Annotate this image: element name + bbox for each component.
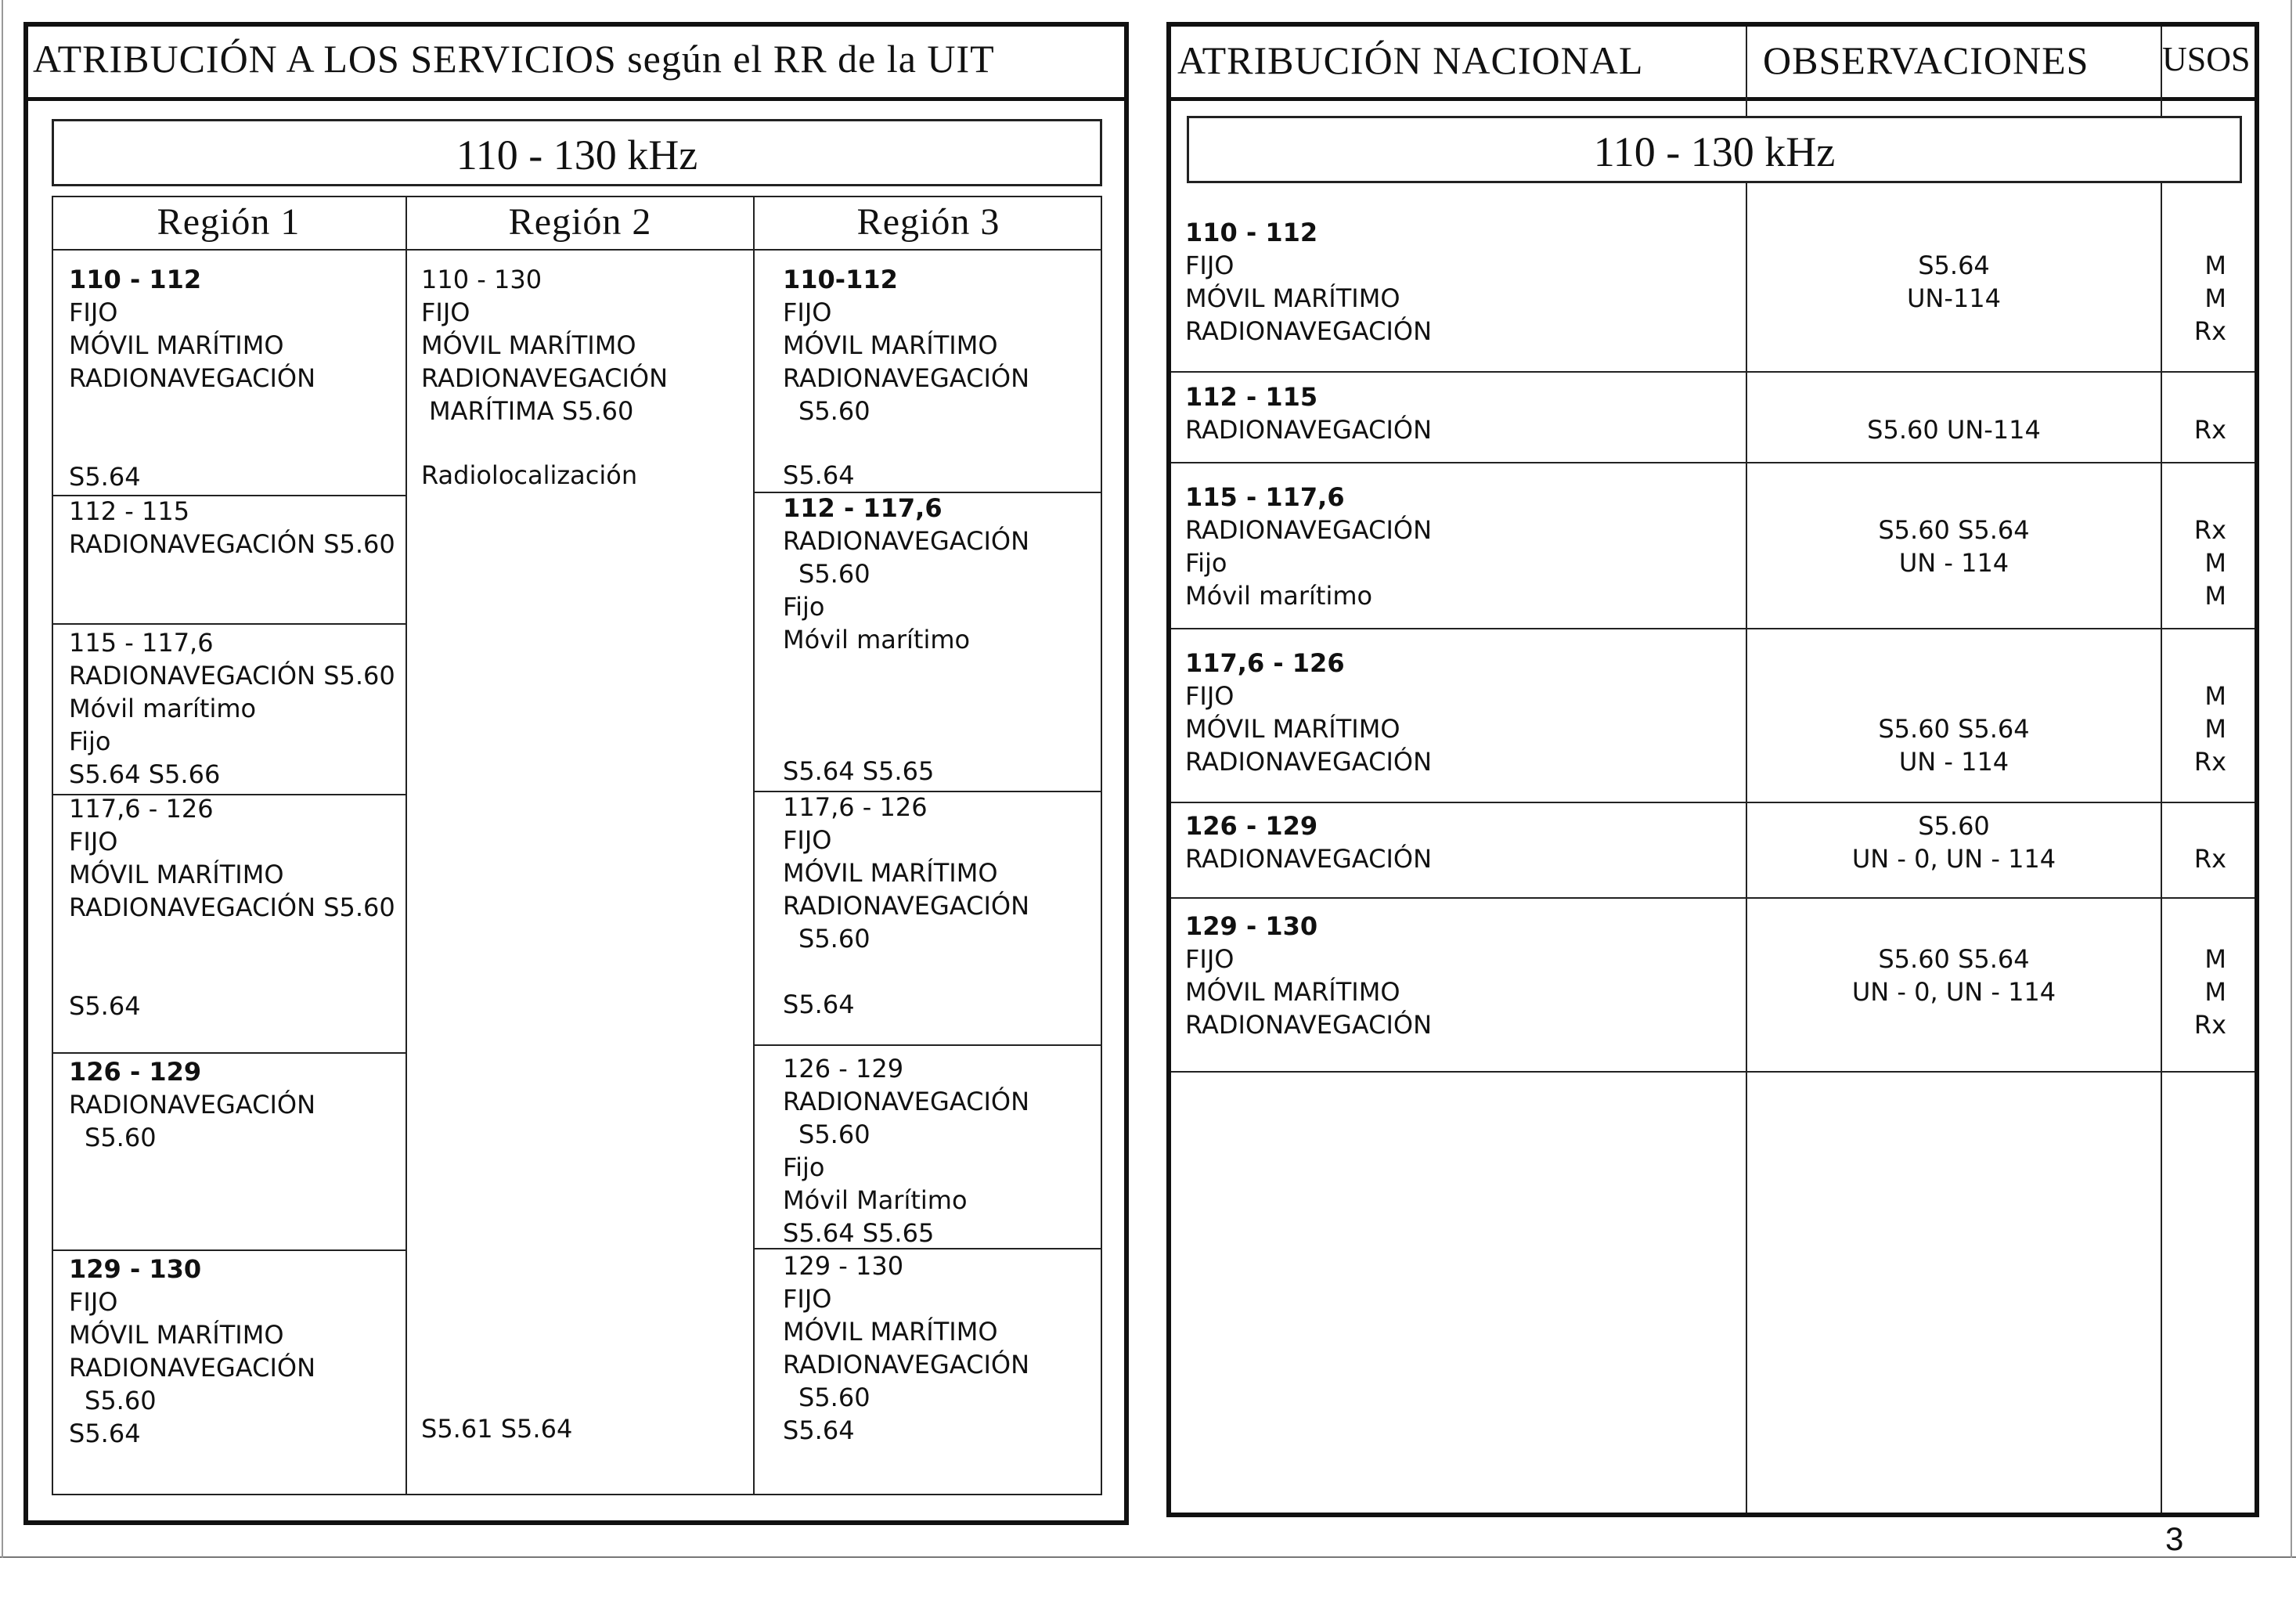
usos-line: Rx bbox=[2193, 316, 2226, 346]
r3-range: 126 - 129 bbox=[783, 1054, 904, 1084]
obs-line: S5.60 S5.64 bbox=[1878, 714, 2030, 744]
r1-cell-129-130 bbox=[69, 1253, 315, 1450]
r3-row-divider bbox=[753, 1044, 1102, 1046]
region-header-divider bbox=[52, 249, 1102, 251]
left-range-label: 110 - 130 kHz bbox=[456, 132, 698, 178]
r1-range: 126 - 129 bbox=[69, 1057, 202, 1087]
right-row-divider bbox=[1171, 371, 2255, 373]
r3-range: 129 - 130 bbox=[783, 1251, 904, 1281]
obs-line bbox=[1747, 910, 2161, 943]
r3-line: Móvil Marítimo bbox=[783, 1185, 968, 1215]
r3-line: FIJO bbox=[783, 1284, 832, 1314]
r1-line: S5.60 bbox=[85, 1386, 157, 1415]
obs-cell-126-129 bbox=[1747, 810, 2161, 875]
nacional-range: 117,6 - 126 bbox=[1185, 648, 1345, 678]
usos-line: M bbox=[2204, 714, 2226, 744]
r2-sub-allocation: Radiolocalización bbox=[421, 460, 638, 490]
r3-line: S5.60 bbox=[798, 1120, 870, 1149]
r3-line: S5.60 bbox=[798, 1383, 870, 1412]
right-row-divider bbox=[1171, 462, 2255, 463]
r3-cell-126-129 bbox=[783, 1052, 1029, 1249]
r3-cell-110-112 bbox=[783, 263, 1029, 427]
r3-line: MÓVIL MARÍTIMO bbox=[783, 1317, 998, 1347]
r3-line: FIJO bbox=[783, 825, 832, 855]
r3-line: RADIONAVEGACIÓN bbox=[783, 363, 1030, 393]
nacional-line: FIJO bbox=[1185, 251, 1235, 280]
obs-line: UN - 114 bbox=[1898, 747, 2009, 777]
usos-line bbox=[2162, 810, 2226, 842]
r3-line: S5.60 bbox=[798, 559, 870, 589]
obs-cell-115-117 bbox=[1747, 481, 2161, 579]
r1-line: MÓVIL MARÍTIMO bbox=[69, 330, 284, 360]
r1-row-divider bbox=[52, 1052, 405, 1054]
r3-footnote: S5.64 S5.65 bbox=[783, 756, 935, 786]
r2-line: MARÍTIMA S5.60 bbox=[429, 396, 634, 426]
r3-line: FIJO bbox=[783, 297, 832, 327]
obs-line bbox=[1747, 216, 2161, 249]
header-atribucion-nacional: ATRIBUCIÓN NACIONAL bbox=[1177, 38, 1644, 82]
r1-line: S5.64 bbox=[69, 1419, 141, 1448]
right-header-divider bbox=[1171, 97, 2255, 101]
usos-line: M bbox=[2204, 251, 2226, 280]
r3-line: Móvil marítimo bbox=[783, 625, 971, 654]
r1-line: FIJO bbox=[69, 297, 118, 327]
right-row-divider bbox=[1171, 897, 2255, 899]
r3-line: RADIONAVEGACIÓN bbox=[783, 891, 1030, 921]
r3-footnote: S5.64 bbox=[783, 990, 855, 1019]
nacional-line: RADIONAVEGACIÓN bbox=[1185, 844, 1433, 874]
r1-range: 112 - 115 bbox=[69, 496, 190, 526]
r3-cell-129-130 bbox=[783, 1249, 1029, 1447]
r1-line: RADIONAVEGACIÓN S5.60 bbox=[69, 892, 395, 922]
r1-range: 117,6 - 126 bbox=[69, 794, 214, 824]
r1-range: 115 - 117,6 bbox=[69, 628, 214, 658]
nacional-range: 129 - 130 bbox=[1185, 911, 1318, 941]
region-3-header: Región 3 bbox=[856, 201, 1000, 243]
nacional-line: FIJO bbox=[1185, 944, 1235, 974]
usos-line: Rx bbox=[2193, 844, 2226, 874]
nacional-line: FIJO bbox=[1185, 681, 1235, 711]
nacional-line: RADIONAVEGACIÓN bbox=[1185, 415, 1433, 445]
usos-line bbox=[2162, 647, 2226, 680]
page-bottom-rule bbox=[0, 1556, 2296, 1558]
nacional-cell-112-115 bbox=[1185, 380, 1432, 446]
obs-cell-112-115 bbox=[1747, 380, 2161, 446]
usos-line: Rx bbox=[2193, 747, 2226, 777]
region-divider-1 bbox=[405, 196, 407, 1495]
r3-line: MÓVIL MARÍTIMO bbox=[783, 330, 998, 360]
r3-line: MÓVIL MARÍTIMO bbox=[783, 858, 998, 888]
r1-cell-117-126 bbox=[69, 792, 395, 924]
nacional-line: MÓVIL MARÍTIMO bbox=[1185, 714, 1400, 744]
usos-line: M bbox=[2204, 283, 2226, 313]
r3-range: 117,6 - 126 bbox=[783, 792, 928, 822]
page-right-rule bbox=[2291, 0, 2292, 1558]
obs-cell-110-112 bbox=[1747, 216, 2161, 315]
nacional-range: 126 - 129 bbox=[1185, 811, 1318, 841]
obs-line: UN - 0, UN - 114 bbox=[1851, 977, 2056, 1007]
r1-line: FIJO bbox=[69, 827, 118, 856]
obs-line bbox=[1747, 647, 2161, 680]
r1-footnote: S5.64 bbox=[69, 462, 141, 492]
usos-line: Rx bbox=[2193, 515, 2226, 545]
r1-range: 110 - 112 bbox=[69, 265, 202, 294]
obs-line: UN-114 bbox=[1907, 283, 2001, 313]
r3-cell-112-117 bbox=[783, 492, 1029, 656]
r3-line: RADIONAVEGACIÓN bbox=[783, 1087, 1030, 1116]
r3-cell-117-126 bbox=[783, 791, 1029, 955]
r3-line: S5.60 bbox=[798, 924, 870, 954]
r1-cell-126-129 bbox=[69, 1055, 315, 1154]
nacional-cell-117-126 bbox=[1185, 647, 1432, 778]
r1-line: RADIONAVEGACIÓN bbox=[69, 1090, 316, 1120]
r2-cell-110-130 bbox=[421, 263, 668, 427]
r1-line: RADIONAVEGACIÓN S5.60 bbox=[69, 529, 395, 559]
r2-footnote: S5.61 S5.64 bbox=[421, 1414, 573, 1444]
usos-cell-126-129 bbox=[2162, 810, 2226, 875]
obs-line: S5.60 bbox=[1918, 811, 1990, 841]
r1-line: FIJO bbox=[69, 1287, 118, 1317]
obs-line bbox=[1747, 680, 2161, 712]
usos-cell-115-117 bbox=[2162, 481, 2226, 612]
region-2-header: Región 2 bbox=[508, 201, 652, 243]
usos-line bbox=[2162, 910, 2226, 943]
r1-cell-110-112 bbox=[69, 263, 315, 395]
header-usos: USOS bbox=[2162, 40, 2251, 78]
region-1-header: Región 1 bbox=[157, 201, 301, 243]
left-title-divider bbox=[28, 97, 1124, 101]
usos-cell-112-115 bbox=[2162, 380, 2226, 446]
nacional-line: Fijo bbox=[1185, 548, 1227, 578]
obs-line: S5.60 S5.64 bbox=[1878, 944, 2030, 974]
nacional-line: RADIONAVEGACIÓN bbox=[1185, 747, 1433, 777]
usos-line bbox=[2162, 481, 2226, 514]
usos-line bbox=[2162, 216, 2226, 249]
nacional-cell-115-117 bbox=[1185, 481, 1432, 612]
obs-line bbox=[1747, 481, 2161, 514]
r3-line: RADIONAVEGACIÓN bbox=[783, 526, 1030, 556]
right-row-divider bbox=[1171, 1071, 2255, 1073]
r3-line: RADIONAVEGACIÓN bbox=[783, 1350, 1030, 1379]
page-number: 3 bbox=[2165, 1520, 2184, 1557]
nacional-cell-110-112 bbox=[1185, 216, 1432, 348]
obs-line: S5.60 S5.64 bbox=[1878, 515, 2030, 545]
page-left-rule bbox=[2, 0, 3, 1558]
usos-line: M bbox=[2204, 581, 2226, 611]
r3-line: Fijo bbox=[783, 592, 825, 622]
obs-line: UN - 0, UN - 114 bbox=[1851, 844, 2056, 874]
r1-line: RADIONAVEGACIÓN S5.60 bbox=[69, 661, 395, 691]
r1-line: RADIONAVEGACIÓN bbox=[69, 1353, 316, 1383]
nacional-line: MÓVIL MARÍTIMO bbox=[1185, 283, 1400, 313]
right-range-label: 110 - 130 kHz bbox=[1593, 128, 1836, 175]
nacional-line: Móvil marítimo bbox=[1185, 581, 1373, 611]
right-range-box bbox=[1187, 116, 2242, 183]
nacional-range: 112 - 115 bbox=[1185, 382, 1318, 412]
right-row-divider bbox=[1171, 802, 2255, 803]
r1-line: Fijo bbox=[69, 727, 111, 756]
r1-line: S5.60 bbox=[85, 1123, 157, 1152]
region-divider-2 bbox=[753, 196, 755, 1495]
nacional-range: 115 - 117,6 bbox=[1185, 482, 1345, 512]
obs-cell-129-130 bbox=[1747, 910, 2161, 1008]
nacional-line: RADIONAVEGACIÓN bbox=[1185, 515, 1433, 545]
nacional-line: RADIONAVEGACIÓN bbox=[1185, 1010, 1433, 1040]
usos-line: Rx bbox=[2193, 415, 2226, 445]
r1-line: RADIONAVEGACIÓN bbox=[69, 363, 316, 393]
r1-row-divider bbox=[52, 623, 405, 625]
r1-footnote: S5.64 bbox=[69, 991, 141, 1021]
usos-line bbox=[2162, 380, 2226, 413]
r2-line: FIJO bbox=[421, 297, 470, 327]
r1-cell-112-115 bbox=[69, 495, 395, 561]
r3-range: 112 - 117,6 bbox=[783, 493, 943, 523]
obs-line: S5.64 bbox=[1918, 251, 1990, 280]
header-observaciones: OBSERVACIONES bbox=[1763, 38, 2089, 82]
r2-line: RADIONAVEGACIÓN bbox=[421, 363, 669, 393]
left-title: ATRIBUCIÓN A LOS SERVICIOS según el RR de la UIT bbox=[33, 37, 995, 81]
usos-cell-117-126 bbox=[2162, 647, 2226, 778]
nacional-line: MÓVIL MARÍTIMO bbox=[1185, 977, 1400, 1007]
usos-cell-110-112 bbox=[2162, 216, 2226, 348]
usos-line: M bbox=[2204, 944, 2226, 974]
r1-range: 129 - 130 bbox=[69, 1254, 202, 1284]
left-range-box bbox=[52, 119, 1102, 186]
r3-line: S5.60 bbox=[798, 396, 870, 426]
nacional-cell-126-129 bbox=[1185, 810, 1432, 875]
r3-line: Fijo bbox=[783, 1152, 825, 1182]
r1-footnote: S5.64 S5.66 bbox=[69, 759, 221, 789]
r3-line: S5.64 bbox=[783, 1415, 855, 1445]
obs-line: UN - 114 bbox=[1898, 548, 2009, 578]
r2-line: MÓVIL MARÍTIMO bbox=[421, 330, 636, 360]
nacional-range: 110 - 112 bbox=[1185, 218, 1318, 247]
r2-range: 110 - 130 bbox=[421, 265, 542, 294]
r1-line: MÓVIL MARÍTIMO bbox=[69, 860, 284, 889]
usos-cell-129-130 bbox=[2162, 910, 2226, 1041]
r1-line: MÓVIL MARÍTIMO bbox=[69, 1320, 284, 1350]
r1-line: Móvil marítimo bbox=[69, 694, 257, 723]
r3-line: S5.64 S5.65 bbox=[783, 1218, 935, 1248]
r1-cell-115-117 bbox=[69, 626, 395, 791]
r3-footnote: S5.64 bbox=[783, 460, 855, 490]
usos-line: M bbox=[2204, 977, 2226, 1007]
right-row-divider bbox=[1171, 628, 2255, 629]
r1-row-divider bbox=[52, 1249, 405, 1251]
r3-range: 110-112 bbox=[783, 265, 898, 294]
usos-line: M bbox=[2204, 681, 2226, 711]
usos-line: Rx bbox=[2193, 1010, 2226, 1040]
nacional-line: RADIONAVEGACIÓN bbox=[1185, 316, 1433, 346]
obs-line: S5.60 UN-114 bbox=[1867, 415, 2041, 445]
usos-line: M bbox=[2204, 548, 2226, 578]
obs-cell-117-126 bbox=[1747, 647, 2161, 778]
obs-line bbox=[1747, 380, 2161, 413]
nacional-cell-129-130 bbox=[1185, 910, 1432, 1041]
